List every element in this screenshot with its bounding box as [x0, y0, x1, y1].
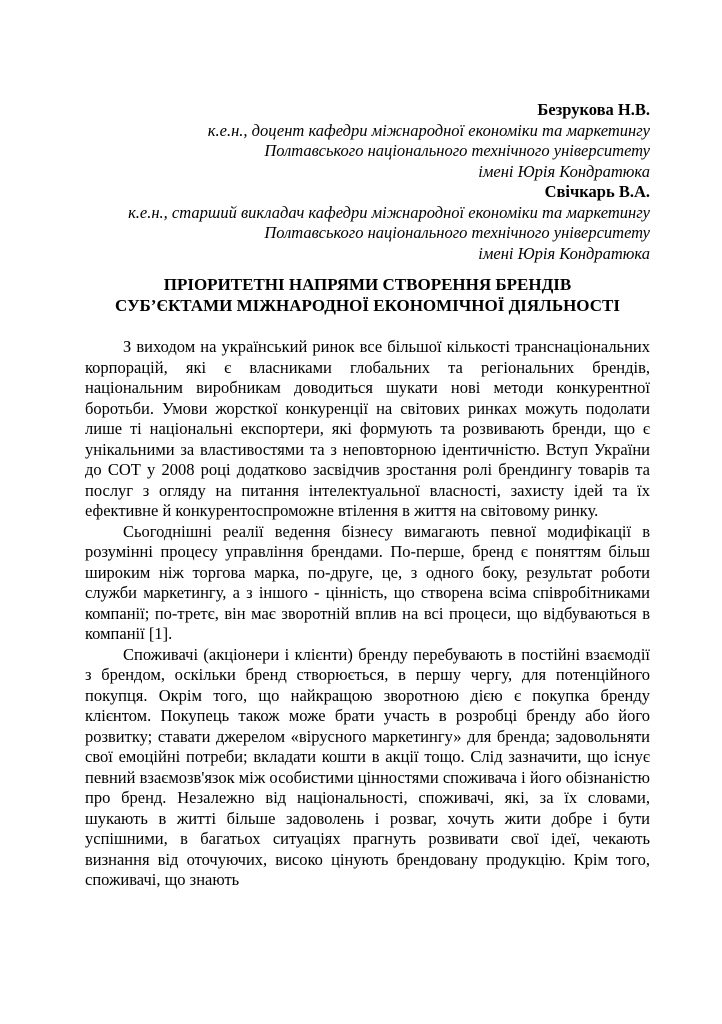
author-affiliation-line: к.е.н., старший викладач кафедри міжнародної економіки та маркетингу: [128, 202, 650, 222]
article-title-line: ПРІОРИТЕТНІ НАПРЯМИ СТВОРЕННЯ БРЕНДІВ: [163, 275, 572, 294]
author-affiliation-line: імені Юрія Кондратюка: [478, 161, 650, 181]
paragraph: Сьогоднішні реалії ведення бізнесу вимагають певної модифікації в розумінні процесу управління брендами. По-перше, бренд є поняттям більш широким ніж торгова марка, по-друге, це, з одного боку, результат роботи служби маркетингу, а з іншого - цінність, що створена всіма співробітниками компанії; по-третє, він має зворотній вплив на всі процеси, що відбуваються в компанії [1].: [85, 521, 650, 643]
article-title: [85, 274, 650, 316]
paragraph: З виходом на український ринок все більшої кількості транснаціональних корпорацій, які є власниками глобальних та регіональних брендів, національним виробникам доводиться шукати нові методи конкурентної боротьби. Умови жорсткої конкуренції на світових ринках можуть подолати лише ті національні експортери, які формують та розвивають бренди, що є унікальними за властивостями та з неповторною ідентичністю. Вступ України до СОТ у 2008 році додатково засвідчив зростання ролі брендингу товарів та послуг з огляду на питання інтелектуальної власності, захисту ідей та їх ефективне й конкурентоспроможне втілення в життя на світовому ринку.: [85, 337, 650, 520]
author-name: Безрукова Н.В.: [537, 100, 650, 119]
paragraph: Споживачі (акціонери і клієнти) бренду перебувають в постійні взаємодії з брендом, оскільки бренд створюється, в першу чергу, для потенційного покупця. Окрім того, що найкращою зворотною дією є покупка бренду клієнтом. Покупець також може брати участь в розробці бренду або його розвитку; ставати джерелом «вірусного маркетингу» для бренда; задовольняти свої емоційні потреби; вкладати кошти в акції тощо. Слід зазначити, що існує певний взаємозв'язок між особистими цінностями споживача і його обізнаністю про бренд. Незалежно від національності, споживачі, які, за їх словами, шукають в житті більше задоволень і розваг, хочуть жити добре і бути успішними, в багатьох ситуаціях прагнуть розвивати свої ідеї, чекають визнання від оточуючих, високо цінують брендовану продукцію. Крім того, споживачі, що знають: [85, 644, 650, 889]
author-affiliation-line: Полтавського національного технічного університету: [264, 223, 650, 242]
author-affiliation-line: к.е.н., доцент кафедри міжнародної економіки та маркетингу: [207, 120, 650, 140]
author-affiliation-line: Полтавського національного технічного університету: [264, 141, 650, 160]
article-body: [85, 337, 650, 891]
author-block: [85, 100, 650, 264]
author-affiliation-line: імені Юрія Кондратюка: [478, 243, 650, 263]
article-title-line: СУБ’ЄКТАМИ МІЖНАРОДНОЇ ЕКОНОМІЧНОЇ ДІЯЛЬНОСТІ: [115, 296, 620, 315]
author-name: Свічкарь В.А.: [544, 182, 650, 201]
